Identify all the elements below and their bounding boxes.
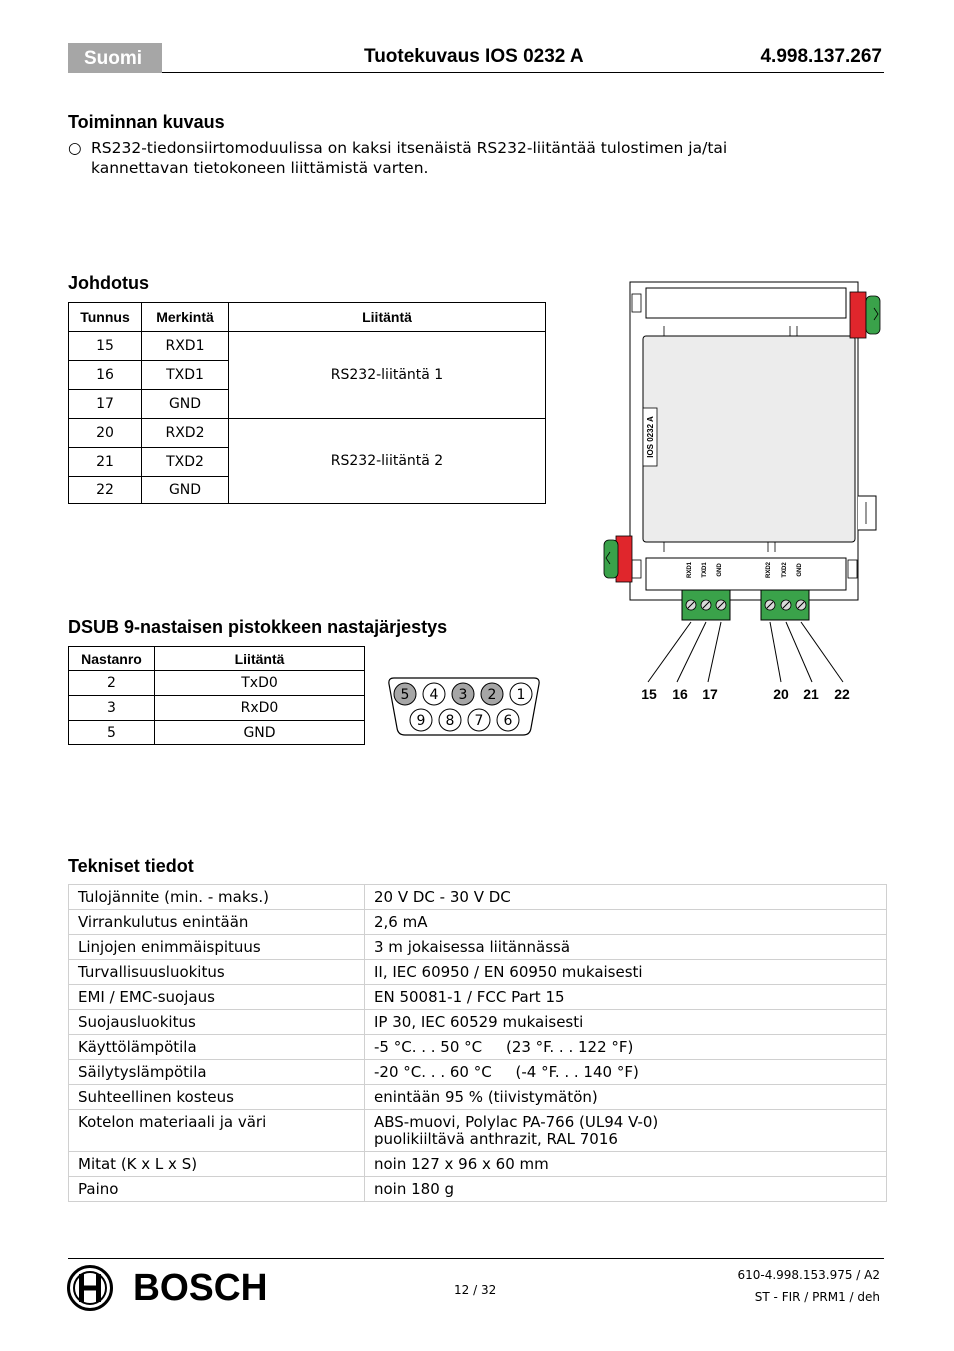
table-row: [69, 1060, 887, 1085]
cell-signal: RxD0: [155, 696, 365, 721]
slot-icon: [632, 560, 641, 578]
table-row: [69, 1035, 887, 1060]
cell-label: RXD1: [142, 332, 229, 361]
function-description: [91, 138, 891, 178]
cell-pin: 3: [69, 696, 155, 721]
cell-label: GND: [142, 477, 229, 504]
table-header-row: [69, 647, 365, 671]
dsub-table: [68, 646, 365, 745]
table-row: [69, 419, 546, 448]
spec-value: 20 V DC - 30 V DC: [365, 885, 887, 910]
cell-id: 17: [69, 390, 142, 419]
tech-table: [68, 884, 887, 1202]
tech-heading: Tekniset tiedot: [68, 856, 194, 876]
pin-number: 1: [516, 687, 526, 703]
spec-label: Linjojen enimmäispituus: [69, 935, 365, 960]
document-title: Tuotekuvaus IOS 0232 A: [364, 46, 584, 67]
footer-dept: ST - FIR / PRM1 / deh: [754, 1290, 880, 1304]
spec-value: EN 50081-1 / FCC Part 15: [365, 985, 887, 1010]
cell-label: TXD1: [142, 361, 229, 390]
latch-red-bottom: [616, 536, 632, 582]
cell-group-1: RS232-liitäntä 1: [229, 332, 546, 419]
wiring-heading: Johdotus: [68, 273, 149, 293]
page-number: 12 / 32: [454, 1283, 497, 1297]
table-row: [69, 696, 365, 721]
pin-number: 9: [416, 713, 426, 729]
terminal-number: 16: [672, 686, 688, 702]
table-row: [69, 1010, 887, 1035]
terminal-strip: [646, 558, 846, 590]
pin-number: 7: [474, 713, 484, 729]
top-rail: [646, 288, 846, 318]
cell-id: 22: [69, 477, 142, 504]
spec-label: Suojausluokitus: [69, 1010, 365, 1035]
dsub-connector-diagram: [386, 674, 542, 738]
release-green-bottom: [604, 540, 618, 578]
table-row: [69, 885, 887, 910]
pin-number: 6: [503, 713, 513, 729]
cell-pin: 5: [69, 721, 155, 745]
table-row: [69, 1177, 887, 1202]
terminal-label: TXD1: [702, 562, 708, 578]
wiring-table: [68, 302, 546, 504]
col-nastanro: Nastanro: [69, 647, 155, 671]
spec-label: EMI / EMC-suojaus: [69, 985, 365, 1010]
dsub-heading: DSUB 9-nastaisen pistokkeen nastajärjestys: [68, 617, 448, 637]
spec-value: enintään 95 % (tiivistymätön): [365, 1085, 887, 1110]
terminal-number: 20: [773, 686, 789, 702]
spec-value: 2,6 mA: [365, 910, 887, 935]
table-row: [69, 985, 887, 1010]
col-liitanta: Liitäntä: [229, 303, 546, 332]
spec-label: Säilytyslämpötila: [69, 1060, 365, 1085]
module-label: IOS 0232 A: [646, 416, 655, 458]
spec-label: Turvallisuusluokitus: [69, 960, 365, 985]
table-header-row: [69, 303, 546, 332]
pin-number: 2: [487, 687, 497, 703]
latch-red-top: [850, 292, 866, 338]
spec-label: Paino: [69, 1177, 365, 1202]
table-row: [69, 721, 365, 745]
table-row: [69, 960, 887, 985]
table-row: [69, 1110, 887, 1152]
spec-value: IP 30, IEC 60529 mukaisesti: [365, 1010, 887, 1035]
cell-label: TXD2: [142, 448, 229, 477]
terminal-number: 17: [702, 686, 718, 702]
terminal-label: RXD2: [766, 561, 772, 579]
spec-value-multiline: [365, 1110, 887, 1152]
slot-icon: [632, 294, 641, 312]
front-panel: [643, 336, 855, 542]
spec-value: puolikiiltävä anthrazit, RAL 7016: [374, 1130, 618, 1148]
header-rule: [162, 72, 884, 73]
spec-label: Käyttölämpötila: [69, 1035, 365, 1060]
language-badge: Suomi: [68, 43, 162, 73]
pin-number: 4: [429, 687, 439, 703]
terminal-label: RXD1: [687, 561, 693, 579]
spec-value: -20 °C. . . 60 °C (-4 °F. . . 140 °F): [365, 1060, 887, 1085]
cell-signal: GND: [155, 721, 365, 745]
spec-value: ABS-muovi, Polylac PA-766 (UL94 V-0): [374, 1113, 659, 1131]
table-row: [69, 1085, 887, 1110]
cell-id: 20: [69, 419, 142, 448]
cell-label: GND: [142, 390, 229, 419]
terminal-number: 22: [834, 686, 850, 702]
table-row: [69, 332, 546, 361]
spec-value: noin 127 x 96 x 60 mm: [365, 1152, 887, 1177]
function-text-line-2: kannettavan tietokoneen liittämistä varten.: [91, 159, 429, 177]
table-row: [69, 671, 365, 696]
spec-value: noin 180 g: [365, 1177, 887, 1202]
cell-group-2: RS232-liitäntä 2: [229, 419, 546, 504]
terminal-label: TXD2: [782, 562, 788, 578]
footer-rule: [68, 1258, 884, 1259]
table-row: [69, 910, 887, 935]
terminal-number: 21: [803, 686, 819, 702]
spec-label: Kotelon materiaali ja väri: [69, 1110, 365, 1152]
bosch-wordmark: BOSCH: [133, 1267, 268, 1309]
spec-value: -5 °C. . . 50 °C (23 °F. . . 122 °F): [365, 1035, 887, 1060]
table-row: [69, 1152, 887, 1177]
spec-label: Mitat (K x L x S): [69, 1152, 365, 1177]
pin-number: 8: [445, 713, 455, 729]
cell-signal: TxD0: [155, 671, 365, 696]
pin-number: 3: [458, 687, 468, 703]
spec-label: Suhteellinen kosteus: [69, 1085, 365, 1110]
release-green-top: [866, 296, 880, 334]
footer-doc-id: 610-4.998.153.975 / A2: [737, 1268, 880, 1282]
bosch-logo-icon: [66, 1264, 114, 1312]
cell-id: 15: [69, 332, 142, 361]
terminal-number: 15: [641, 686, 657, 702]
pin-number: 5: [400, 687, 410, 703]
spec-value: II, IEC 60950 / EN 60950 mukaisesti: [365, 960, 887, 985]
document-number: 4.998.137.267: [760, 46, 882, 67]
device-diagram: [598, 278, 888, 708]
spec-label: Tulojännite (min. - maks.): [69, 885, 365, 910]
terminal-label: GND: [717, 563, 723, 577]
cell-id: 21: [69, 448, 142, 477]
bullet-symbol: ○: [68, 139, 82, 157]
slot-icon: [848, 560, 857, 578]
col-liitanta: Liitäntä: [155, 647, 365, 671]
spec-value: 3 m jokaisessa liitännässä: [365, 935, 887, 960]
cell-label: RXD2: [142, 419, 229, 448]
terminal-label: GND: [797, 563, 803, 577]
function-text-line-1: RS232-tiedonsiirtomoduulissa on kaksi itsenäistä RS232-liitäntää tulostimen ja/tai: [91, 139, 728, 157]
col-merkinta: Merkintä: [142, 303, 229, 332]
spec-label: Virrankulutus enintään: [69, 910, 365, 935]
function-heading: Toiminnan kuvaus: [68, 112, 225, 132]
cell-pin: 2: [69, 671, 155, 696]
table-row: [69, 935, 887, 960]
cell-id: 16: [69, 361, 142, 390]
col-tunnus: Tunnus: [69, 303, 142, 332]
